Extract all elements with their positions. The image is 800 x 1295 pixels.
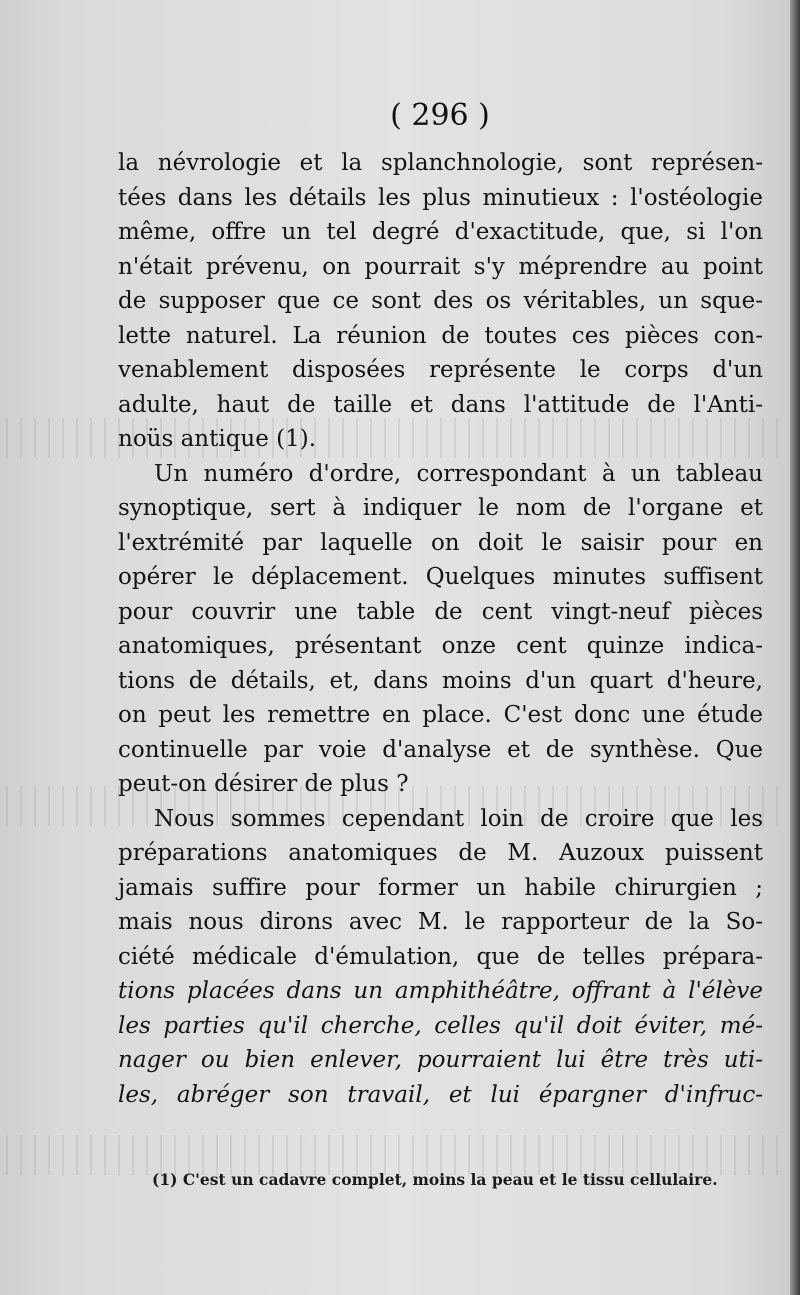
text-line: tions de détails, et, dans moins d'un quart d'heure, [118,667,763,694]
text-line: la névrologie et la splanchnologie, sont représen- [118,150,763,176]
footnote: (1) C'est un cadavre complet, moins la peau et le tissu cellulaire. [152,1170,718,1189]
text-line: adulte, haut de taille et dans l'attitude de l'Anti- [118,391,763,418]
text-line: peut-on désirer de plus ? [118,771,409,797]
text-line: préparations anatomiques de M. Auzoux puissent [118,840,763,866]
text-line: jamais suffire pour former un habile chirurgien ; [118,874,763,901]
text-line: ciété médicale d'émulation, que de telles prépara- [118,943,763,970]
text-line: continuelle par voie d'analyse et de synthèse. Que [118,736,763,763]
text-line: tées dans les détails les plus minutieux : l'ostéologie [118,184,763,211]
bleed-through-texture [0,1135,800,1175]
text-line: les, abréger son travail, et lui épargner d'infruc- [118,1081,763,1108]
text-line: n'était prévenu, on pourrait s'y méprendre au point [118,253,763,280]
text-line: on peut les remettre en place. C'est donc une étude [118,702,763,728]
text-line: lette naturel. La réunion de toutes ces pièces con- [118,322,763,349]
text-line: synoptique, sert à indiquer le nom de l'organe et [118,495,763,521]
text-line: noüs antique (1). [118,426,317,452]
text-line: venablement disposées représente le corps d'un [118,357,763,383]
text-line: opérer le déplacement. Quelques minutes suffisent [118,564,763,590]
page-number: ( 296 ) [390,98,490,133]
page-edge-shadow [790,0,800,1295]
text-line: Nous sommes cependant loin de croire que les [154,805,763,832]
text-line: tions placées dans un amphithéâtre, offrant à l'élève [118,978,763,1004]
body-text [118,146,763,1112]
text-line: mais nous dirons avec M. le rapporteur de la So- [118,909,763,935]
text-line: l'extrémité par laquelle on doit le saisir pour en [118,529,763,556]
text-line: nager ou bien enlever, pourraient lui être très uti- [118,1047,763,1073]
text-line: de supposer que ce sont des os véritables, un sque- [118,288,763,314]
text-line: pour couvrir une table de cent vingt-neuf pièces [118,598,763,625]
text-line: même, offre un tel degré d'exactitude, que, si l'on [118,219,763,245]
text-line: anatomiques, présentant onze cent quinze indica- [118,633,763,659]
text-line: Un numéro d'ordre, correspondant à un tableau [154,460,763,487]
text-line: les parties qu'il cherche, celles qu'il doit éviter, mé- [118,1012,763,1039]
